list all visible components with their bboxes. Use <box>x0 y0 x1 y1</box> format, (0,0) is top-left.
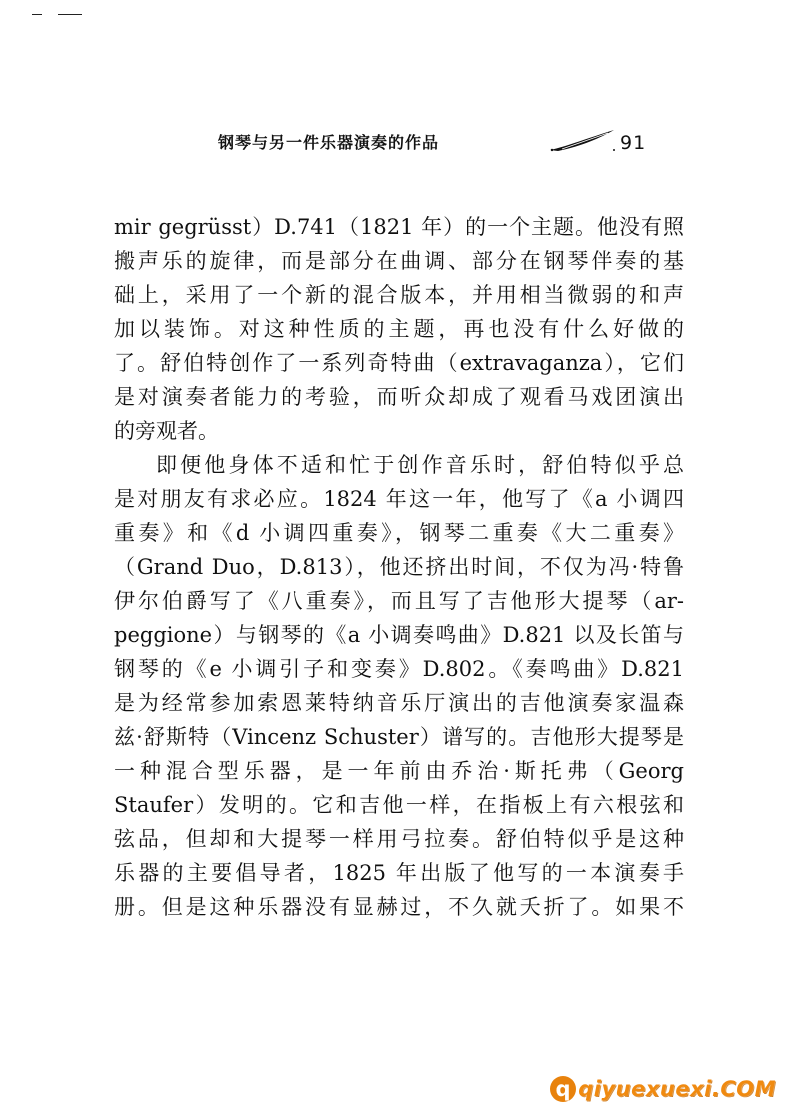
quill-ornament-icon <box>548 128 618 154</box>
text-line: （Grand Duo，D.813），他还挤出时间，不仅为冯·特鲁 <box>114 555 684 579</box>
text-line: 乐器的主要倡导者，1825 年出版了他写的一本演奏手 <box>114 861 684 885</box>
text-line: 弦品，但却和大提琴一样用弓拉奏。舒伯特似乎是这种 <box>114 827 684 851</box>
text-line: 伊尔伯爵写了《八重奏》，而且写了吉他形大提琴（ar- <box>114 589 684 613</box>
text-line: 的旁观者。 <box>114 419 219 443</box>
text-line: 是对演奏者能力的考验，而听众却成了观看马戏团演出 <box>114 385 684 409</box>
text-line: 兹·舒斯特（Vincenz Schuster）谱写的。吉他形大提琴是 <box>114 725 684 749</box>
text-line: Staufer）发明的。它和吉他一样，在指板上有六根弦和 <box>114 793 684 817</box>
corner-crop-mark <box>58 14 82 15</box>
text-line: 是对朋友有求必应。1824 年这一年，他写了《a 小调四 <box>114 487 684 511</box>
text-line: 搬声乐的旋律，而是部分在曲调、部分在钢琴伴奏的基 <box>114 249 684 273</box>
paragraph <box>114 448 684 924</box>
text-line: 础上，采用了一个新的混合版本，并用相当微弱的和声 <box>114 283 684 307</box>
site-watermark <box>550 1076 776 1102</box>
text-line: peggione）与钢琴的《a 小调奏鸣曲》D.821 以及长笛与 <box>114 623 684 647</box>
text-line: 加以装饰。对这种性质的主题，再也没有什么好做的 <box>114 317 684 341</box>
text-line: 钢琴的《e 小调引子和变奏》D.802。《奏鸣曲》D.821 <box>114 657 684 681</box>
watermark-logo-icon: q <box>550 1076 576 1102</box>
body-text <box>114 210 684 924</box>
running-head <box>218 128 658 158</box>
paragraph <box>114 210 684 448</box>
text-line: 了。舒伯特创作了一系列奇特曲（extravaganza），它们 <box>114 351 684 375</box>
page-number: 91 <box>620 132 647 154</box>
text-line: mir gegrüsst）D.741（1821 年）的一个主题。他没有照 <box>114 215 684 239</box>
running-head-title: 钢琴与另一件乐器演奏的作品 <box>218 133 440 152</box>
text-line: 册。但是这种乐器没有显赫过，不久就夭折了。如果不 <box>114 895 684 919</box>
text-line: 即便他身体不适和忙于创作音乐时，舒伯特似乎总 <box>156 453 684 477</box>
watermark-text: qiyuexuexi.COM <box>578 1077 776 1101</box>
corner-crop-mark <box>32 14 42 15</box>
text-line: 一种混合型乐器，是一年前由乔治·斯托弗（Georg <box>114 759 684 783</box>
text-line: 是为经常参加索恩莱特纳音乐厅演出的吉他演奏家温森 <box>114 691 684 715</box>
text-line: 重奏》和《d 小调四重奏》，钢琴二重奏《大二重奏》 <box>114 521 684 545</box>
